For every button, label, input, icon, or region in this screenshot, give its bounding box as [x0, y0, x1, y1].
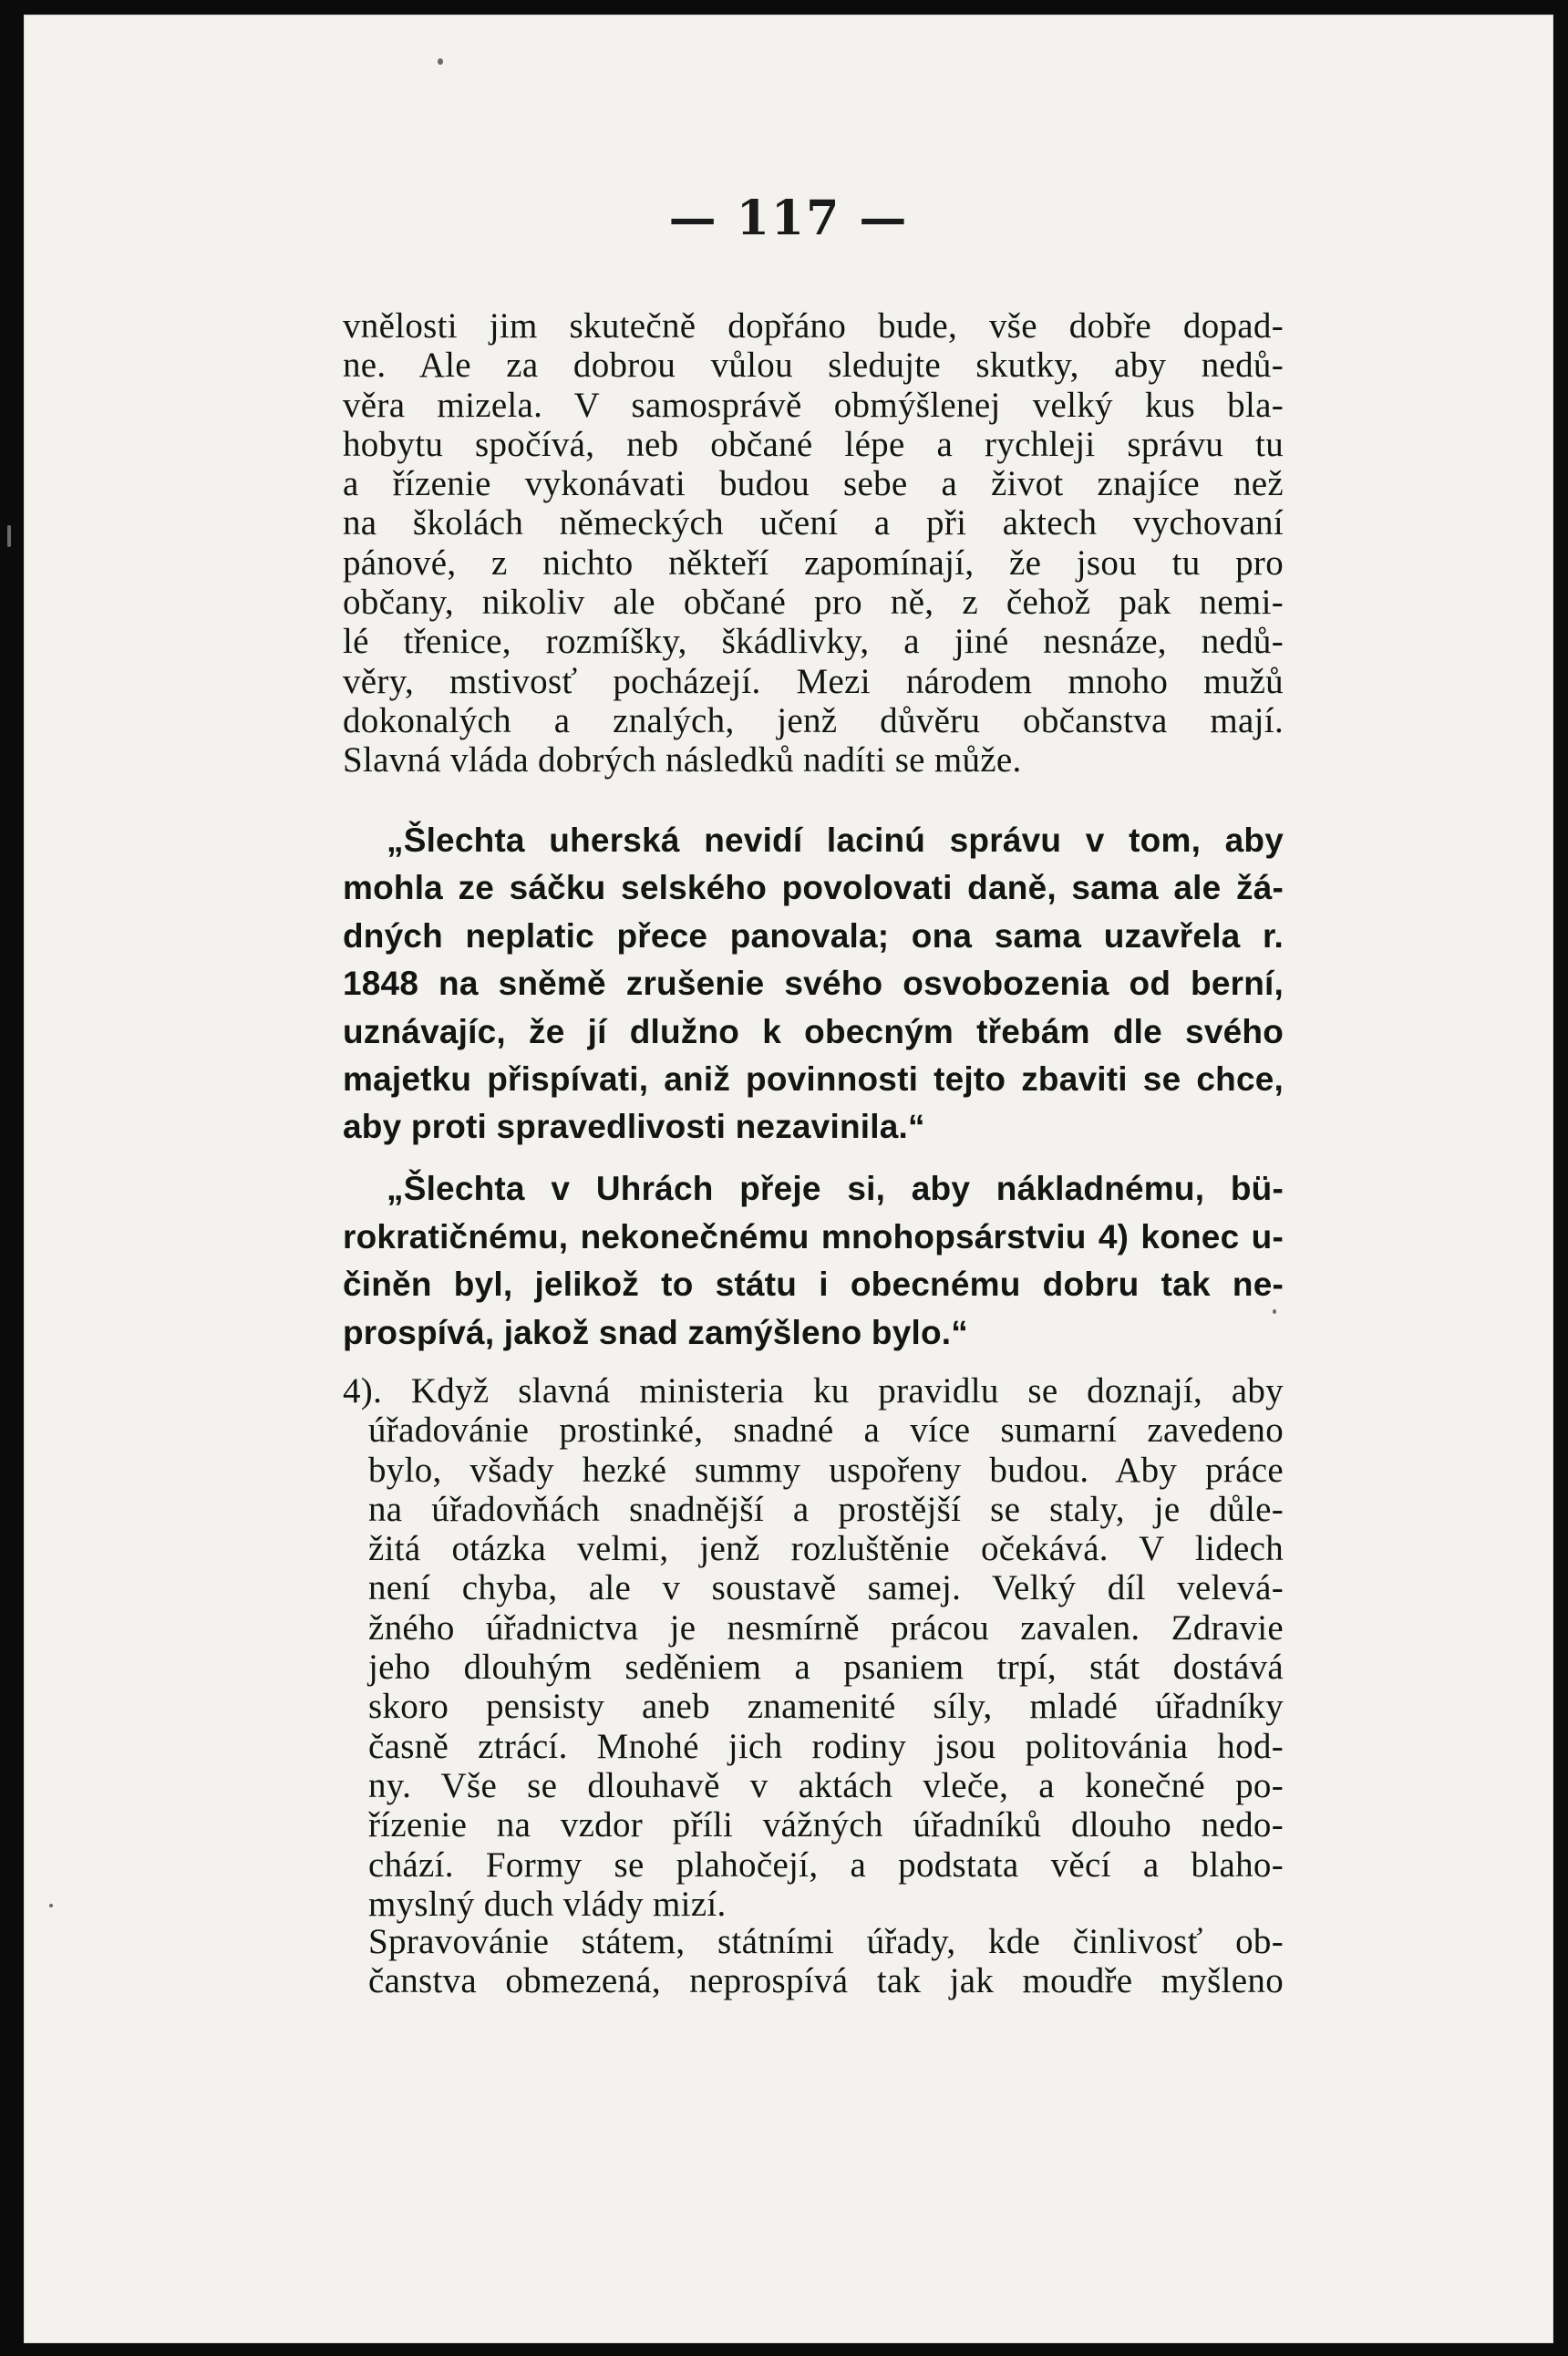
- paper-speck: [1273, 1309, 1276, 1314]
- text-line: aby proti spravedlivosti nezavinila.“: [343, 1108, 925, 1146]
- text-line: není chyba, ale v soustavě samej. Velký díl velevá-: [368, 1568, 1284, 1608]
- text-line: ne. Ale za dobrou vůlou sledujte skutky, aby nedů-: [343, 346, 1284, 386]
- text-line: vnělosti jim skutečně dopřáno bude, vše dobře dopad-: [343, 306, 1284, 346]
- paper-speck: [438, 58, 443, 65]
- text-line: na školách německých učení a při aktech vychovaní: [343, 503, 1284, 543]
- text-line: pánové, z nichto někteří zapomínají, že jsou tu pro: [343, 542, 1284, 583]
- text-line: na úřadovňách snadnější a prostější se staly, je důle-: [368, 1489, 1284, 1529]
- text-line: dokonalých a znalých, jenž důvěru občanstva mají.: [343, 700, 1284, 740]
- text-line: 4). Když slavná ministeria ku pravidlu se doznají, aby: [343, 1371, 1284, 1410]
- text-line: řízenie na vzdor příli vážných úřadníků dlouho nedo-: [368, 1805, 1284, 1845]
- text-line: úřadovánie prostinké, snadné a více sumarní zavedeno: [368, 1410, 1284, 1451]
- text-line: lé třenice, rozmíšky, škádlivky, a jiné nesnáze, nedů-: [343, 622, 1284, 662]
- page-number: — 117 —: [668, 191, 909, 246]
- text-line: činěn byl, jelikož to státu i obecnému dobru tak ne-: [343, 1266, 1284, 1304]
- text-line: prospívá, jakož snad zamýšleno bylo.“: [343, 1313, 968, 1351]
- text-line: chází. Formy se plahočejí, a podstata věcí a blaho-: [368, 1844, 1284, 1885]
- text-line: majetku přispívati, aniž povinnosti tejto zbaviti se chce,: [343, 1060, 1284, 1099]
- text-line: dných neplatic přece panovala; ona sama uzavřela r.: [343, 916, 1284, 955]
- footnote-4: [343, 1371, 1284, 1924]
- text-line: hobytu spočívá, neb občané lépe a rychleji správu tu: [343, 424, 1284, 464]
- text-line: žitá otázka velmi, jenž rozluštěnie očekává. V lidech: [368, 1529, 1284, 1569]
- text-line: jeho dlouhým seděniem a psaniem trpí, stát dostává: [368, 1648, 1284, 1688]
- text-line: žného úřadnictva je nesmírně prácou zavalen. Zdravie: [368, 1607, 1284, 1648]
- text-line: skoro pensisty aneb znamenité síly, mladé úřadníky: [368, 1687, 1284, 1727]
- text-line: čanstva obmezená, neprospívá tak jak moudře myšleno: [368, 1961, 1284, 2001]
- text-line: „Šlechta v Uhrách přeje si, aby nákladnému, bü-: [387, 1170, 1284, 1207]
- text-line: časně ztrácí. Mnohé jich rodiny jsou politovánia hod-: [368, 1726, 1284, 1766]
- paper-speck: [7, 525, 11, 547]
- text-line: rokratičnému, nekonečnému mnohopsárstviu 4) konec u-: [343, 1217, 1284, 1256]
- text-line: mohla ze sáčku selského povolovati daně, sama ale žá-: [343, 869, 1284, 907]
- text-line: Spravovánie státem, státními úřady, kde činlivosť ob-: [368, 1922, 1284, 1961]
- text-line: „Šlechta uherská nevidí lacinú správu v tom, aby: [387, 822, 1284, 859]
- text-line: bylo, všady hezké summy uspořeny budou. Aby práce: [368, 1450, 1284, 1490]
- text-line: věry, mstivosť pocházejí. Mezi národem mnoho mužů: [343, 661, 1284, 701]
- paragraph-administration: [343, 1922, 1284, 2001]
- text-line: občany, nikoliv ale občané pro ně, z čehož pak nemi-: [343, 583, 1284, 623]
- text-line: ny. Vše se dlouhavě v aktách vleče, a konečné po-: [368, 1765, 1284, 1805]
- book-page: [24, 15, 1553, 2343]
- text-line: uznávajíc, že jí dlužno k obecným třebám dle svého: [343, 1012, 1284, 1050]
- text-line: myslný duch vlády mizí.: [368, 1884, 727, 1924]
- quote-bureaucracy: [343, 1165, 1284, 1357]
- text-line: Slavná vláda dobrých následků nadíti se může.: [343, 740, 1022, 780]
- text-line: věra mizela. V samosprávě obmýšlenej velký kus bla-: [343, 385, 1284, 425]
- paper-speck: [49, 1904, 53, 1907]
- text-line: a řízenie vykonávati budou sebe a život znajíce než: [343, 464, 1284, 504]
- text-line: 1848 na sněmě zrušenie svého osvobozenia od berní,: [343, 965, 1284, 1003]
- paragraph-continuation: [343, 306, 1284, 780]
- quote-nobility-taxes: [343, 817, 1284, 1152]
